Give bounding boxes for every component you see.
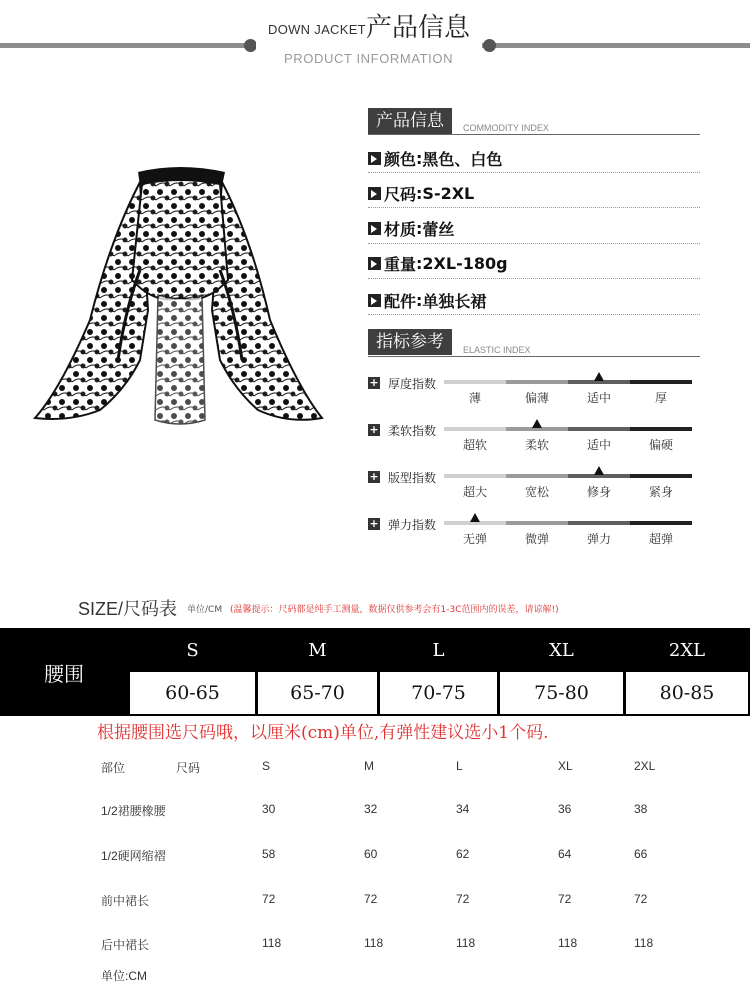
attr-color: 颜色 : 黑色、白色 — [368, 147, 502, 170]
scale-option-label: 薄 — [468, 391, 481, 405]
measure-value: 62 — [456, 847, 470, 861]
measure-value: 32 — [364, 802, 378, 816]
measure-size-header: M — [364, 759, 374, 773]
scale-segment — [630, 521, 692, 525]
measure-value: 38 — [634, 802, 648, 816]
attr-accessory-label: 配件 — [384, 292, 417, 311]
scale-option-label: 微弹 — [524, 532, 549, 546]
size-advice: 根据腰围选尺码哦，以厘米(cm)单位,有弹性建议选小1个码. — [97, 723, 549, 743]
arrow-bullet-icon — [368, 152, 381, 165]
measure-size-header: 2XL — [634, 759, 656, 773]
attr-material-label: 材质 — [384, 220, 417, 239]
attr-size-label: 尺码 — [384, 185, 417, 204]
arrow-bullet-icon — [368, 187, 381, 200]
scale-marker-icon — [594, 372, 604, 381]
attr-divider — [368, 172, 700, 173]
commodity-heading-en: COMMODITY INDEX — [463, 123, 549, 133]
elastic-rule — [368, 356, 700, 357]
attr-material-value: 蕾丝 — [422, 220, 455, 239]
waist-label: 腰围 — [0, 628, 128, 716]
measure-size-header: XL — [558, 759, 573, 773]
scale-option-label: 弹力 — [586, 532, 611, 546]
elastic-row-label: 弹力指数 — [388, 518, 437, 532]
attr-divider — [368, 207, 700, 208]
scale-option-label: 紧身 — [648, 485, 673, 499]
measure-value: 118 — [456, 936, 476, 950]
scale-option-label: 修身 — [586, 485, 611, 499]
scale-segment — [506, 380, 568, 384]
scale-option-label: 厚 — [654, 391, 667, 405]
scale-segment — [630, 380, 692, 384]
waist-value-cell: 60-65 — [130, 672, 255, 714]
measure-value: 118 — [262, 936, 282, 950]
header-cn-title: 产品信息 — [366, 13, 471, 43]
measure-row-name: 1/2裙腰橡腰 — [101, 804, 166, 818]
attr-color-label: 颜色 — [384, 150, 417, 169]
scale-segment — [568, 427, 630, 431]
measure-size-header: S — [262, 759, 271, 773]
plus-icon: + — [369, 470, 379, 483]
attr-weight-value: 2XL-180g — [422, 254, 508, 273]
scale-segment — [630, 474, 692, 478]
scale-segment — [506, 521, 568, 525]
scale-option-label: 超大 — [462, 485, 487, 499]
measure-value: 36 — [558, 802, 572, 816]
elastic-row — [368, 424, 698, 464]
waist-size-header: M — [308, 640, 327, 661]
elastic-heading: 指标参考 — [368, 329, 452, 355]
elastic-heading-en: ELASTIC INDEX — [463, 345, 531, 355]
waist-value-cell: 65-70 — [258, 672, 377, 714]
size-chart-note: (温馨提示：尺码都是纯手工测量，数据仅供参考会有1-3C范围内的误差，请谅解!) — [230, 605, 559, 615]
scale-segment — [444, 474, 506, 478]
measure-value: 72 — [364, 892, 378, 906]
lace-skirt-image — [30, 160, 330, 440]
elastic-row — [368, 377, 698, 417]
waist-size-header: L — [432, 640, 445, 661]
attr-material: 材质 : 蕾丝 — [368, 217, 454, 240]
arrow-bullet-icon — [368, 257, 381, 270]
elastic-row-label: 厚度指数 — [388, 377, 437, 391]
waist-size-header: S — [186, 640, 199, 661]
elastic-row — [368, 471, 698, 511]
scale-marker-icon — [470, 513, 480, 522]
attr-accessory-value: 单独长裙 — [422, 292, 487, 311]
size-chart-unit: 单位/CM — [187, 605, 223, 615]
attr-divider — [368, 278, 700, 279]
waist-value-cell: 75-80 — [500, 672, 623, 714]
scale-option-label: 宽松 — [524, 485, 549, 499]
commodity-rule — [368, 134, 700, 135]
commodity-heading: 产品信息 — [368, 108, 452, 134]
measure-header-size: 尺码 — [176, 761, 201, 775]
attr-weight-label: 重量 — [384, 255, 417, 274]
attr-weight: 重量 : 2XL-180g — [368, 252, 508, 275]
measure-unit: 单位:CM — [101, 969, 147, 983]
scale-option-label: 超软 — [462, 438, 487, 452]
header-subtitle: PRODUCT INFORMATION — [284, 51, 454, 66]
plus-icon: + — [369, 423, 379, 436]
scale-option-label: 适中 — [586, 391, 611, 405]
scale-option-label: 柔软 — [524, 438, 549, 452]
elastic-row-label: 柔软指数 — [388, 424, 437, 438]
measure-row-name: 后中裙长 — [101, 938, 150, 952]
attr-divider — [368, 314, 700, 315]
arrow-bullet-icon — [368, 294, 381, 307]
size-chart-title: SIZE/尺码表 — [78, 599, 178, 619]
measure-row-name: 1/2硬网缩褶 — [101, 849, 166, 863]
measure-value: 66 — [634, 847, 648, 861]
measure-size-header: L — [456, 759, 463, 773]
plus-icon: + — [369, 517, 379, 530]
waist-size-header: XL — [549, 640, 574, 661]
arrow-bullet-icon — [368, 222, 381, 235]
scale-segment — [568, 521, 630, 525]
measure-header-part: 部位 — [101, 761, 126, 775]
attr-accessory: 配件 : 单独长裙 — [368, 289, 486, 312]
scale-option-label: 无弹 — [462, 532, 487, 546]
measure-value: 118 — [364, 936, 384, 950]
scale-segment — [444, 380, 506, 384]
plus-icon: + — [369, 376, 379, 389]
scale-segment — [506, 474, 568, 478]
measure-value: 34 — [456, 802, 470, 816]
measure-value: 72 — [634, 892, 648, 906]
scale-marker-icon — [532, 419, 542, 428]
attr-divider — [368, 243, 700, 244]
waist-size-header: 2XL — [668, 640, 706, 661]
attr-size: 尺码 : S-2XL — [368, 182, 474, 205]
elastic-row-label: 版型指数 — [388, 471, 437, 485]
scale-option-label: 偏硬 — [648, 438, 673, 452]
attr-color-value: 黑色、白色 — [422, 150, 503, 169]
measure-row-name: 前中裙长 — [101, 894, 150, 908]
measure-value: 72 — [558, 892, 572, 906]
measure-value: 118 — [558, 936, 578, 950]
elastic-row — [368, 518, 698, 558]
measure-value: 30 — [262, 802, 276, 816]
waist-value-cell: 70-75 — [380, 672, 497, 714]
measure-value: 60 — [364, 847, 378, 861]
header-rule-dot-right — [483, 39, 496, 52]
header-en-title: DOWN JACKET — [268, 22, 366, 37]
scale-option-label: 超弹 — [648, 532, 673, 546]
measure-value: 58 — [262, 847, 276, 861]
scale-segment — [630, 427, 692, 431]
scale-marker-icon — [594, 466, 604, 475]
scale-option-label: 偏薄 — [524, 391, 549, 405]
measure-value: 64 — [558, 847, 572, 861]
measure-value: 118 — [634, 936, 654, 950]
attr-size-value: S-2XL — [422, 184, 475, 203]
measure-value: 72 — [262, 892, 276, 906]
scale-segment — [444, 427, 506, 431]
measure-value: 72 — [456, 892, 470, 906]
waist-value-cell: 80-85 — [626, 672, 748, 714]
scale-option-label: 适中 — [586, 438, 611, 452]
